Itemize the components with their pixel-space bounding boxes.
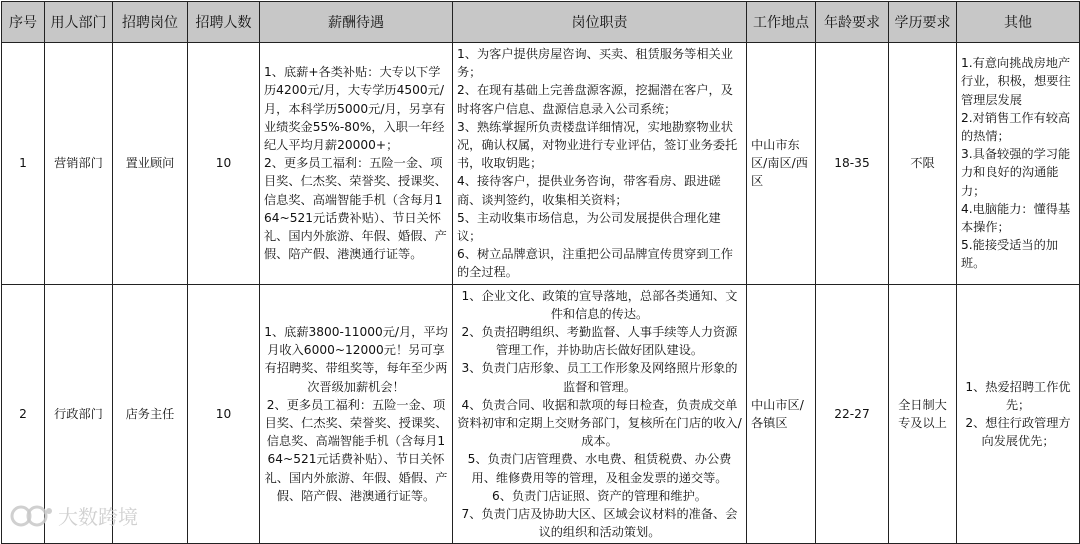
row-salary (260, 284, 453, 544)
row-age: 22-27 (816, 284, 889, 544)
header-position: 招聘岗位 (113, 2, 188, 43)
header-age: 年龄要求 (816, 2, 889, 43)
row-duties (453, 284, 747, 544)
salary-line: 1、底薪+各类补贴：大专以下学历4200元/月，大专学历4500元/月，本科学历5000元/月，另享有业绩奖金55%-80%，入职一年经纪人平均月薪20000+； (264, 65, 446, 153)
duty-line: 2、负责招聘组织、考勤监督、人事手续等人力资源管理工作，并协助店长做好团队建设。 (461, 325, 738, 358)
header-location: 工作地点 (747, 2, 816, 43)
row-no: 2 (2, 284, 45, 544)
duty-line: 6、树立品牌意识，注重把公司品牌宣传贯穿到工作的全过程。 (457, 247, 733, 280)
header-dept: 用人部门 (45, 2, 113, 43)
row-dept: 营销部门 (45, 43, 113, 285)
other-line: 3.具备较强的学习能力和良好的沟通能力； (961, 147, 1071, 198)
row-education: 全日制大专及以上 (889, 284, 957, 544)
header-education: 学历要求 (889, 2, 957, 43)
row-location: 中山市东区/南区/西区 (747, 43, 816, 285)
row-other (957, 284, 1080, 544)
watermark-text: 大数跨境 (58, 505, 138, 529)
duty-line: 5、主动收集市场信息，为公司发展提供合理化建议； (457, 210, 721, 244)
other-line: 5.能接受适当的加班。 (961, 238, 1058, 271)
duty-line: 3、熟练掌握所负责楼盘详细情况，实地勘察物业状况，确认权属，对物业进行专业评估，签订业务委托书，收取钥匙； (457, 119, 738, 171)
header-salary: 薪酬待遇 (260, 2, 453, 43)
duty-line: 4、负责合同、收据和款项的每日检查，负责成交单资料初审和定期上交财务部门，复核所在门店的收入/成本。 (457, 397, 742, 449)
row-age: 18-35 (816, 43, 889, 285)
table-row (2, 284, 1080, 544)
header-no: 序号 (2, 2, 45, 43)
duty-line: 4、接待客户，提供业务咨询，带客看房、跟进磋商、谈判签约，收集相关资料； (457, 174, 721, 207)
duty-line: 6、负责门店证照、资产的管理和维护。 (492, 488, 707, 503)
duty-line: 7、负责门店及协助大区、区域会议材料的准备、会议的组织和活动策划。 (461, 507, 738, 540)
row-count: 10 (188, 284, 260, 544)
other-line: 4.电脑能力：懂得基本操作； (961, 201, 1071, 234)
header-duties: 岗位职责 (453, 2, 747, 43)
salary-line: 1、底薪3800-11000元/月，平均月收入6000~12000元！另可享有招聘奖、带组奖等，每年至少两次晋级加薪机会！ (264, 325, 448, 394)
row-no: 1 (2, 43, 45, 285)
row-salary (260, 43, 453, 285)
recruitment-table (1, 1, 1080, 544)
header-row (2, 2, 1080, 43)
row-position: 店务主任 (113, 284, 188, 544)
other-line: 2、想往行政管理方向发展优先； (965, 416, 1071, 449)
row-duties (453, 43, 747, 285)
salary-line: 2、更多员工福利：五险一金、项目奖、仁杰奖、荣誉奖、授课奖、信息奖、高端智能手机（含每月164~521元话费补贴）、节日关怀礼、国内外旅游、年假、婚假、产假、陪产假、港澳通行证等。 (264, 156, 447, 262)
row-other (957, 43, 1080, 285)
row-count: 10 (188, 43, 260, 285)
row-location: 中山市区/各镇区 (747, 284, 816, 544)
duty-line: 2、在现有基础上完善盘源客源，挖掘潜在客户，及时将客户信息、盘源信息录入公司系统； (457, 83, 733, 116)
duty-line: 5、负责门店管理费、水电费、租赁税费、办公费用、维修费用等的管理，及租金发票的递交等。 (467, 452, 732, 485)
duty-line: 1、为客户提供房屋咨询、买卖、租赁服务等相关业务； (457, 47, 733, 80)
duty-line: 1、企业文化、政策的宣导落地，总部各类通知、文件和信息的传达。 (461, 288, 738, 321)
row-position: 置业顾问 (113, 43, 188, 285)
duty-line: 3、负责门店形象、员工工作形象及网络照片形象的监督和管理。 (461, 361, 738, 394)
table-row (2, 43, 1080, 285)
header-other: 其他 (957, 2, 1080, 43)
salary-line: 2、更多员工福利：五险一金、项目奖、仁杰奖、荣誉奖、授课奖、信息奖、高端智能手机（含每月164~521元话费补贴）、节日关怀礼、国内外旅游、年假、婚假、产假、陪产假、港澳通行证等。 (264, 397, 448, 503)
other-line: 2.对销售工作有较高的热情； (961, 110, 1071, 143)
other-line: 1、热爱招聘工作优先； (965, 379, 1071, 412)
row-dept: 行政部门 (45, 284, 113, 544)
row-education: 不限 (889, 43, 957, 285)
header-count: 招聘人数 (188, 2, 260, 43)
other-line: 1.有意向挑战房地产行业，积极，想要往管理层发展 (961, 56, 1071, 107)
